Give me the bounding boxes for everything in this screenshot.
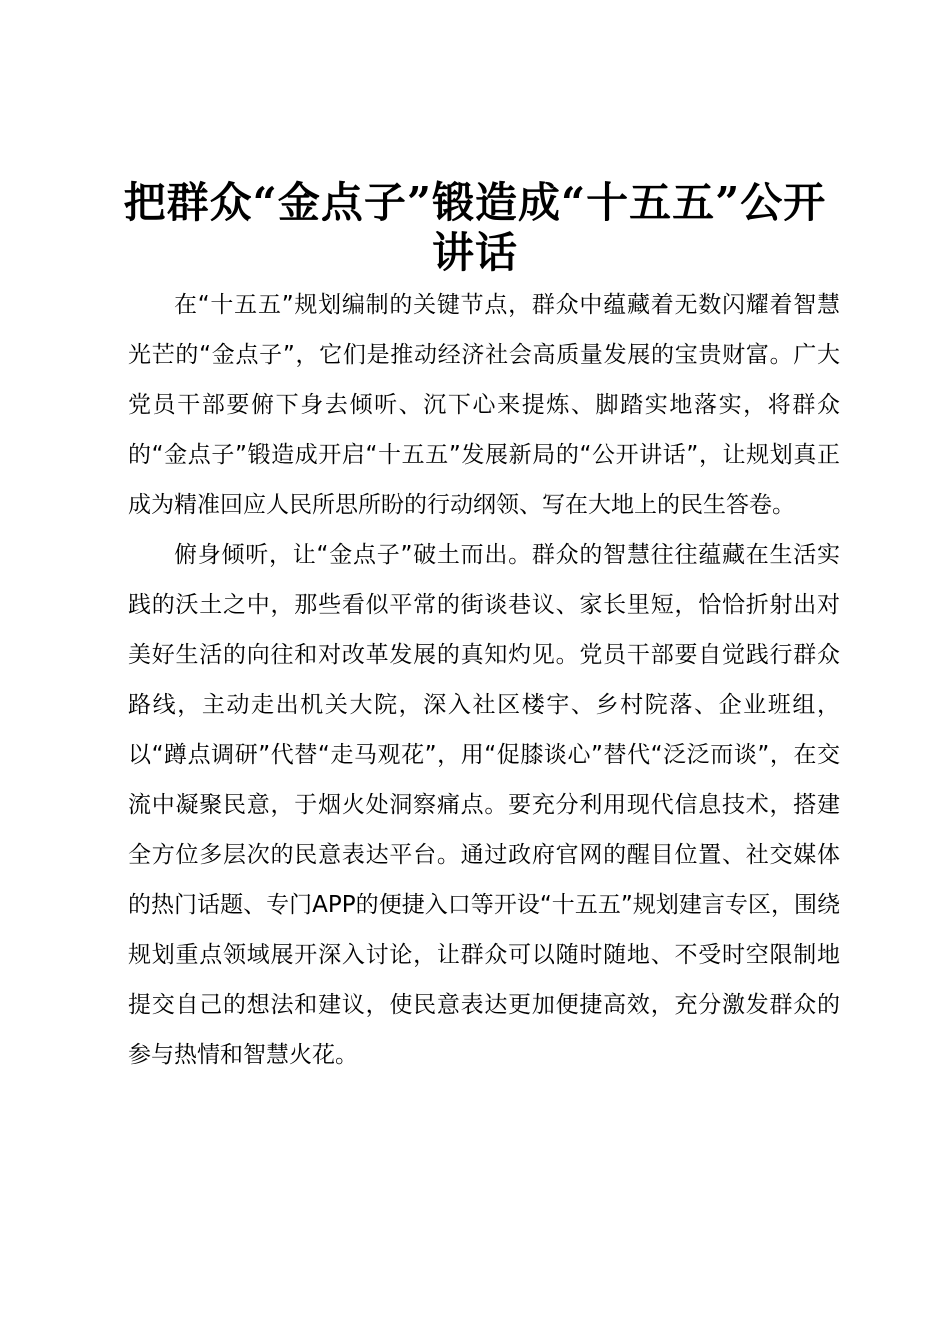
document-title: 把群众“金点子”锻造成“十五五”公开讲话 — [123, 178, 827, 277]
paragraph-2: 俯身倾听，让“金点子”破土而出。群众的智慧往往蕴藏在生活实践的沃土之中，那些看似平常的街谈巷议、家长里短，恰恰折射出对美好生活的向往和对改革发展的真知灼见。党员干部要自觉践行群众路线，主动走出机关大院，深入社区楼宇、乡村院落、企业班组，以“蹲点调研”代替“走马观花”，用“促膝谈心”替代“泛泛而谈”，在交流中凝聚民意，于烟火处洞察痛点。要充分利用现代信息技术，搭建全方位多层次的民意表达平台。通过政府官网的醒目位置、社交媒体的热门话题、专门APP的便捷入口等开设“十五五”规划建言专区，围绕规划重点领域展开深入讨论，让群众可以随时随地、不受时空限制地提交自己的想法和建议，使民意表达更加便捷高效，充分激发群众的参与热情和智慧火花。 — [128, 542, 840, 1068]
document-body — [128, 280, 840, 1080]
paragraph-1: 在“十五五”规划编制的关键节点，群众中蕴藏着无数闪耀着智慧光芒的“金点子”，它们是推动经济社会高质量发展的宝贵财富。广大党员干部要俯下身去倾听、沉下心来提炼、脚踏实地落实，将群众的“金点子”锻造成开启“十五五”发展新局的“公开讲话”，让规划真正成为精准回应人民所思所盼的行动纲领、写在大地上的民生答卷。 — [128, 292, 840, 518]
